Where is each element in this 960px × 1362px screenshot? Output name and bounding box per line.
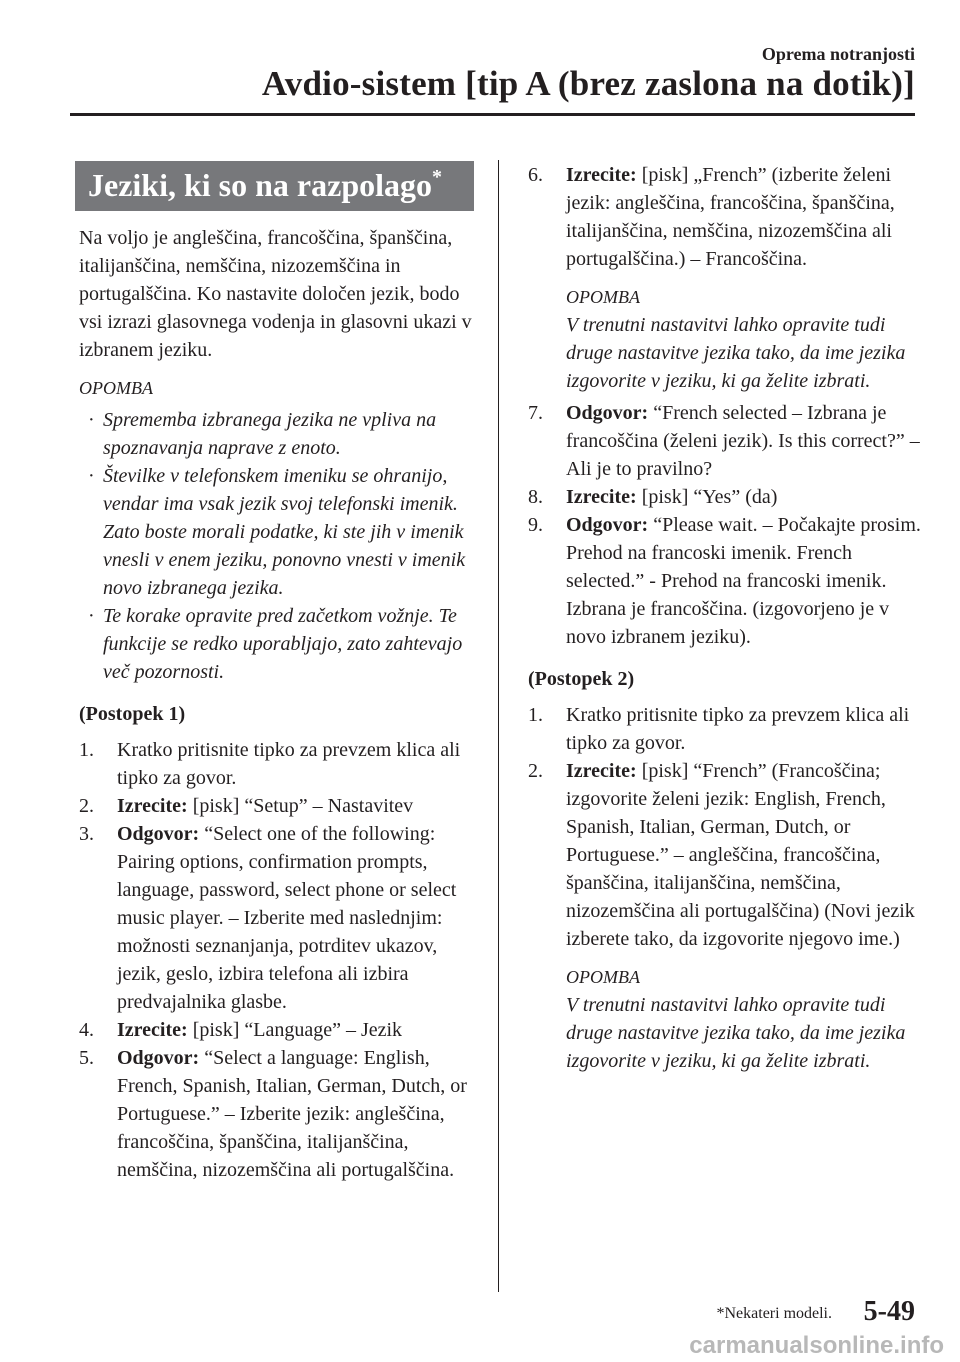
step-text: [pisk] “Language” – Jezik <box>187 1019 403 1041</box>
step-text: [pisk] „French” (izberite želeni jezik: angleščina, francoščina, španščina, italijanščina, nemščina, nizozemščina ali portugalščina.) – Francoščina. <box>566 164 895 270</box>
step-item <box>528 161 928 273</box>
step-text: Kratko pritisnite tipko za prevzem klica ali tipko za govor. <box>117 739 461 789</box>
note-text: V trenutni nastavitvi lahko opravite tudi druge nastavitve jezika tako, da ime jezika izgovorite v jeziku, ki ga želite izbrati. <box>566 994 906 1072</box>
step-number: 3. <box>79 823 94 845</box>
step-label: Odgovor: <box>566 514 649 536</box>
step-number: 1. <box>79 739 94 761</box>
step-number: 2. <box>528 760 543 782</box>
step-label: Odgovor: <box>566 402 649 424</box>
step-number: 1. <box>528 704 543 726</box>
note-list <box>79 406 479 686</box>
step-number: 7. <box>528 402 543 424</box>
note-label: OPOMBA <box>566 967 640 987</box>
procedure-1-title: (Postopek 1) <box>79 703 186 725</box>
step-item <box>528 757 928 953</box>
step-number: 5. <box>79 1047 94 1069</box>
step-note <box>528 963 928 1075</box>
page-header-title: Avdio-sistem [tip A (brez zaslona na dotik)] <box>261 64 915 103</box>
footnote-asterisk: * <box>432 166 443 188</box>
step-label: Odgovor: <box>117 823 200 845</box>
note-item: · Številke v telefonskem imeniku se ohranijo, vendar ima vsak jezik svoj telefonski imenik. Zato boste morali podatke, ki ste jih v imenik vnesli v enem jeziku, ponovno vnesti v imenik novo izbranega jezika. <box>79 462 479 602</box>
step-label: Izrecite: <box>566 760 637 782</box>
note-item: · Sprememba izbranega jezika ne vpliva na spoznavanja naprave z enoto. <box>79 406 479 462</box>
procedure-2-title: (Postopek 2) <box>528 668 635 690</box>
step-item <box>79 792 479 820</box>
step-label: Izrecite: <box>566 164 637 186</box>
procedure-1-steps-end <box>528 399 928 651</box>
note-text: V trenutni nastavitvi lahko opravite tudi druge nastavitve jezika tako, da ime jezika izgovorite v jeziku, ki ga želite izbrati. <box>566 314 906 392</box>
header-rule <box>70 113 915 116</box>
step-text: [pisk] “French” (Francoščina; izgovorite želeni jezik: English, French, Spanish, Italian, German, Dutch, or Portuguese.” – angleščina, francoščina, španščina, italijanščina, nemščina, nizozemščina ali portugalščina) (Novi jezik izberete tako, da izgovorite njegovo ime.) <box>566 760 915 950</box>
intro-paragraph: Na voljo je angleščina, francoščina, španščina, italijanščina, nemščina, nizozemščina in portugalščina. Ko nastavite določen jezik, bodo vsi izrazi glasovnega vodenja in glasovni ukazi v izbranem jeziku. <box>79 227 472 361</box>
step-item <box>79 1016 479 1044</box>
column-divider <box>498 160 499 1292</box>
right-column <box>528 161 928 1075</box>
step-item <box>79 736 479 792</box>
procedure-1-steps-continued <box>528 161 928 273</box>
step-number: 6. <box>528 164 543 186</box>
step-item <box>528 701 928 757</box>
step-item <box>79 1044 479 1184</box>
step-note <box>528 283 928 395</box>
section-title-text: Jeziki, ki so na razpolago <box>88 167 433 203</box>
step-item <box>528 483 928 511</box>
step-item <box>79 820 479 1016</box>
procedure-1-steps <box>79 736 479 1184</box>
section-title <box>75 161 474 211</box>
page-number: 5-49 <box>863 1296 915 1327</box>
note-label: OPOMBA <box>79 378 153 398</box>
procedure-2-steps <box>528 701 928 953</box>
step-number: 8. <box>528 486 543 508</box>
step-text: “Select one of the following: Pairing options, confirmation prompts, language, password, select phone or select music player. – Izberite med naslednjim: možnosti seznanjanja, potrditev ukazov, jezik, geslo, izbira telefona ali izbira predvajalnika glasbe. <box>117 823 457 1013</box>
watermark: carmanualsonline.info <box>689 1332 944 1359</box>
step-text: Kratko pritisnite tipko za prevzem klica ali tipko za govor. <box>566 704 910 754</box>
note-item: · Te korake opravite pred začetkom vožnje. Te funkcije se redko uporabljajo, zato zahtevajo več pozornosti. <box>79 602 479 686</box>
step-label: Izrecite: <box>117 1019 188 1041</box>
step-text: “Select a language: English, French, Spanish, Italian, German, Dutch, or Portuguese.” – Izberite jezik: angleščina, francoščina, španščina, italijanščina, nemščina, nizozemščina ali portugalščina. <box>117 1047 467 1181</box>
note-label: OPOMBA <box>566 287 640 307</box>
step-number: 4. <box>79 1019 94 1041</box>
header-section-label: Oprema notranjosti <box>761 44 915 64</box>
step-item <box>528 399 928 483</box>
step-text: [pisk] “Yes” (da) <box>636 486 778 508</box>
left-column <box>79 161 479 1184</box>
footnote: *Nekateri modeli. <box>716 1305 832 1322</box>
step-label: Izrecite: <box>117 795 188 817</box>
step-label: Odgovor: <box>117 1047 200 1069</box>
step-text: “French selected – Izbrana je francoščina (želeni jezik). Is this correct?” – Ali je to pravilno? <box>566 402 920 480</box>
step-number: 2. <box>79 795 94 817</box>
step-item <box>528 511 928 651</box>
step-label: Izrecite: <box>566 486 637 508</box>
step-text: [pisk] “Setup” – Nastavitev <box>187 795 414 817</box>
step-number: 9. <box>528 514 543 536</box>
step-text: “Please wait. – Počakajte prosim. Prehod na francoski imenik. French selected.” - Prehod na francoski imenik. Izbrana je francoščina. (izgovorjeno je v novo izbranem jeziku). <box>566 514 921 648</box>
